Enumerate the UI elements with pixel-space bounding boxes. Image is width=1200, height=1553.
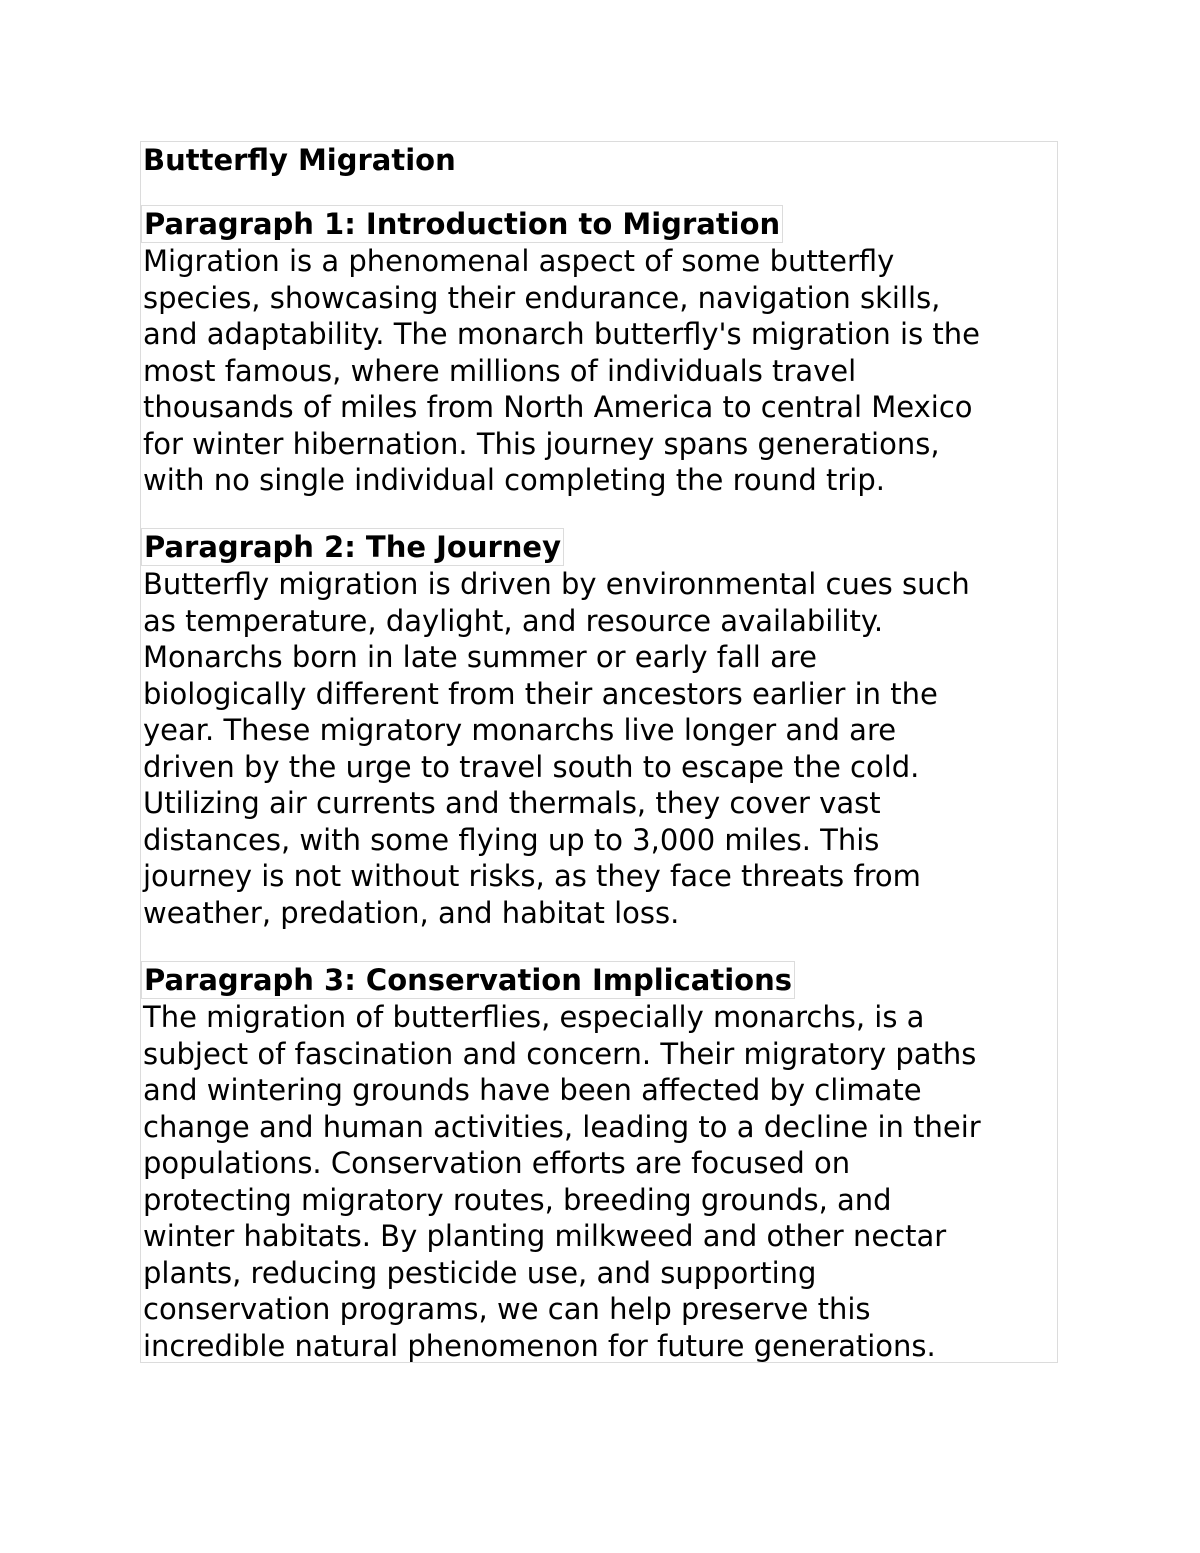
section-paragraph-3: [143, 999, 981, 1364]
paragraph-line: populations. Conservation efforts are focused on: [143, 1146, 851, 1180]
paragraph-line: Monarchs born in late summer or early fall are: [143, 640, 817, 674]
section-heading-2: Paragraph 2: The Journey: [141, 528, 564, 566]
section-heading-3: Paragraph 3: Conservation Implications: [141, 961, 795, 999]
paragraph-line: as temperature, daylight, and resource availability.: [143, 603, 884, 638]
document-title: Butterfly Migration: [143, 143, 456, 177]
paragraph-line: protecting migratory routes, breeding grounds, and: [143, 1182, 892, 1217]
paragraph-line: and adaptability. The monarch butterfly's migration is the: [143, 317, 980, 351]
paragraph-line: plants, reducing pesticide use, and supporting: [143, 1255, 817, 1290]
paragraph-line: thousands of miles from North America to central Mexico: [143, 390, 973, 424]
paragraph-line: year. These migratory monarchs live longer and are: [143, 713, 897, 747]
section-paragraph-1: [143, 243, 980, 499]
paragraph-line: The migration of butterflies, especially monarchs, is a: [143, 1000, 925, 1034]
paragraph-line: incredible natural phenomenon for future generations.: [143, 1328, 936, 1363]
paragraph-line: biologically different from their ancestors earlier in the: [143, 676, 938, 711]
section-paragraph-2: [143, 566, 970, 931]
paragraph-line: species, showcasing their endurance, navigation skills,: [143, 280, 941, 315]
paragraph-line: change and human activities, leading to a decline in their: [143, 1109, 981, 1144]
paragraph-line: winter habitats. By planting milkweed and other nectar: [143, 1219, 947, 1253]
paragraph-line: conservation programs, we can help preserve this: [143, 1292, 871, 1326]
paragraph-line: Migration is a phenomenal aspect of some butterfly: [143, 244, 895, 278]
section-heading-1: Paragraph 1: Introduction to Migration: [141, 205, 783, 243]
paragraph-line: Butterfly migration is driven by environmental cues such: [143, 567, 970, 601]
paragraph-line: and wintering grounds have been affected by climate: [143, 1073, 922, 1107]
paragraph-line: distances, with some flying up to 3,000 miles. This: [143, 822, 880, 857]
paragraph-line: with no single individual completing the round trip.: [143, 463, 885, 497]
paragraph-line: Utilizing air currents and thermals, they cover vast: [143, 786, 881, 820]
paragraph-line: for winter hibernation. This journey spans generations,: [143, 426, 940, 461]
paragraph-line: weather, predation, and habitat loss.: [143, 895, 680, 930]
paragraph-line: journey is not without risks, as they face threats from: [143, 859, 921, 893]
paragraph-line: subject of fascination and concern. Their migratory paths: [143, 1036, 977, 1071]
paragraph-line: driven by the urge to travel south to escape the cold.: [143, 749, 920, 784]
paragraph-line: most famous, where millions of individuals travel: [143, 353, 857, 388]
